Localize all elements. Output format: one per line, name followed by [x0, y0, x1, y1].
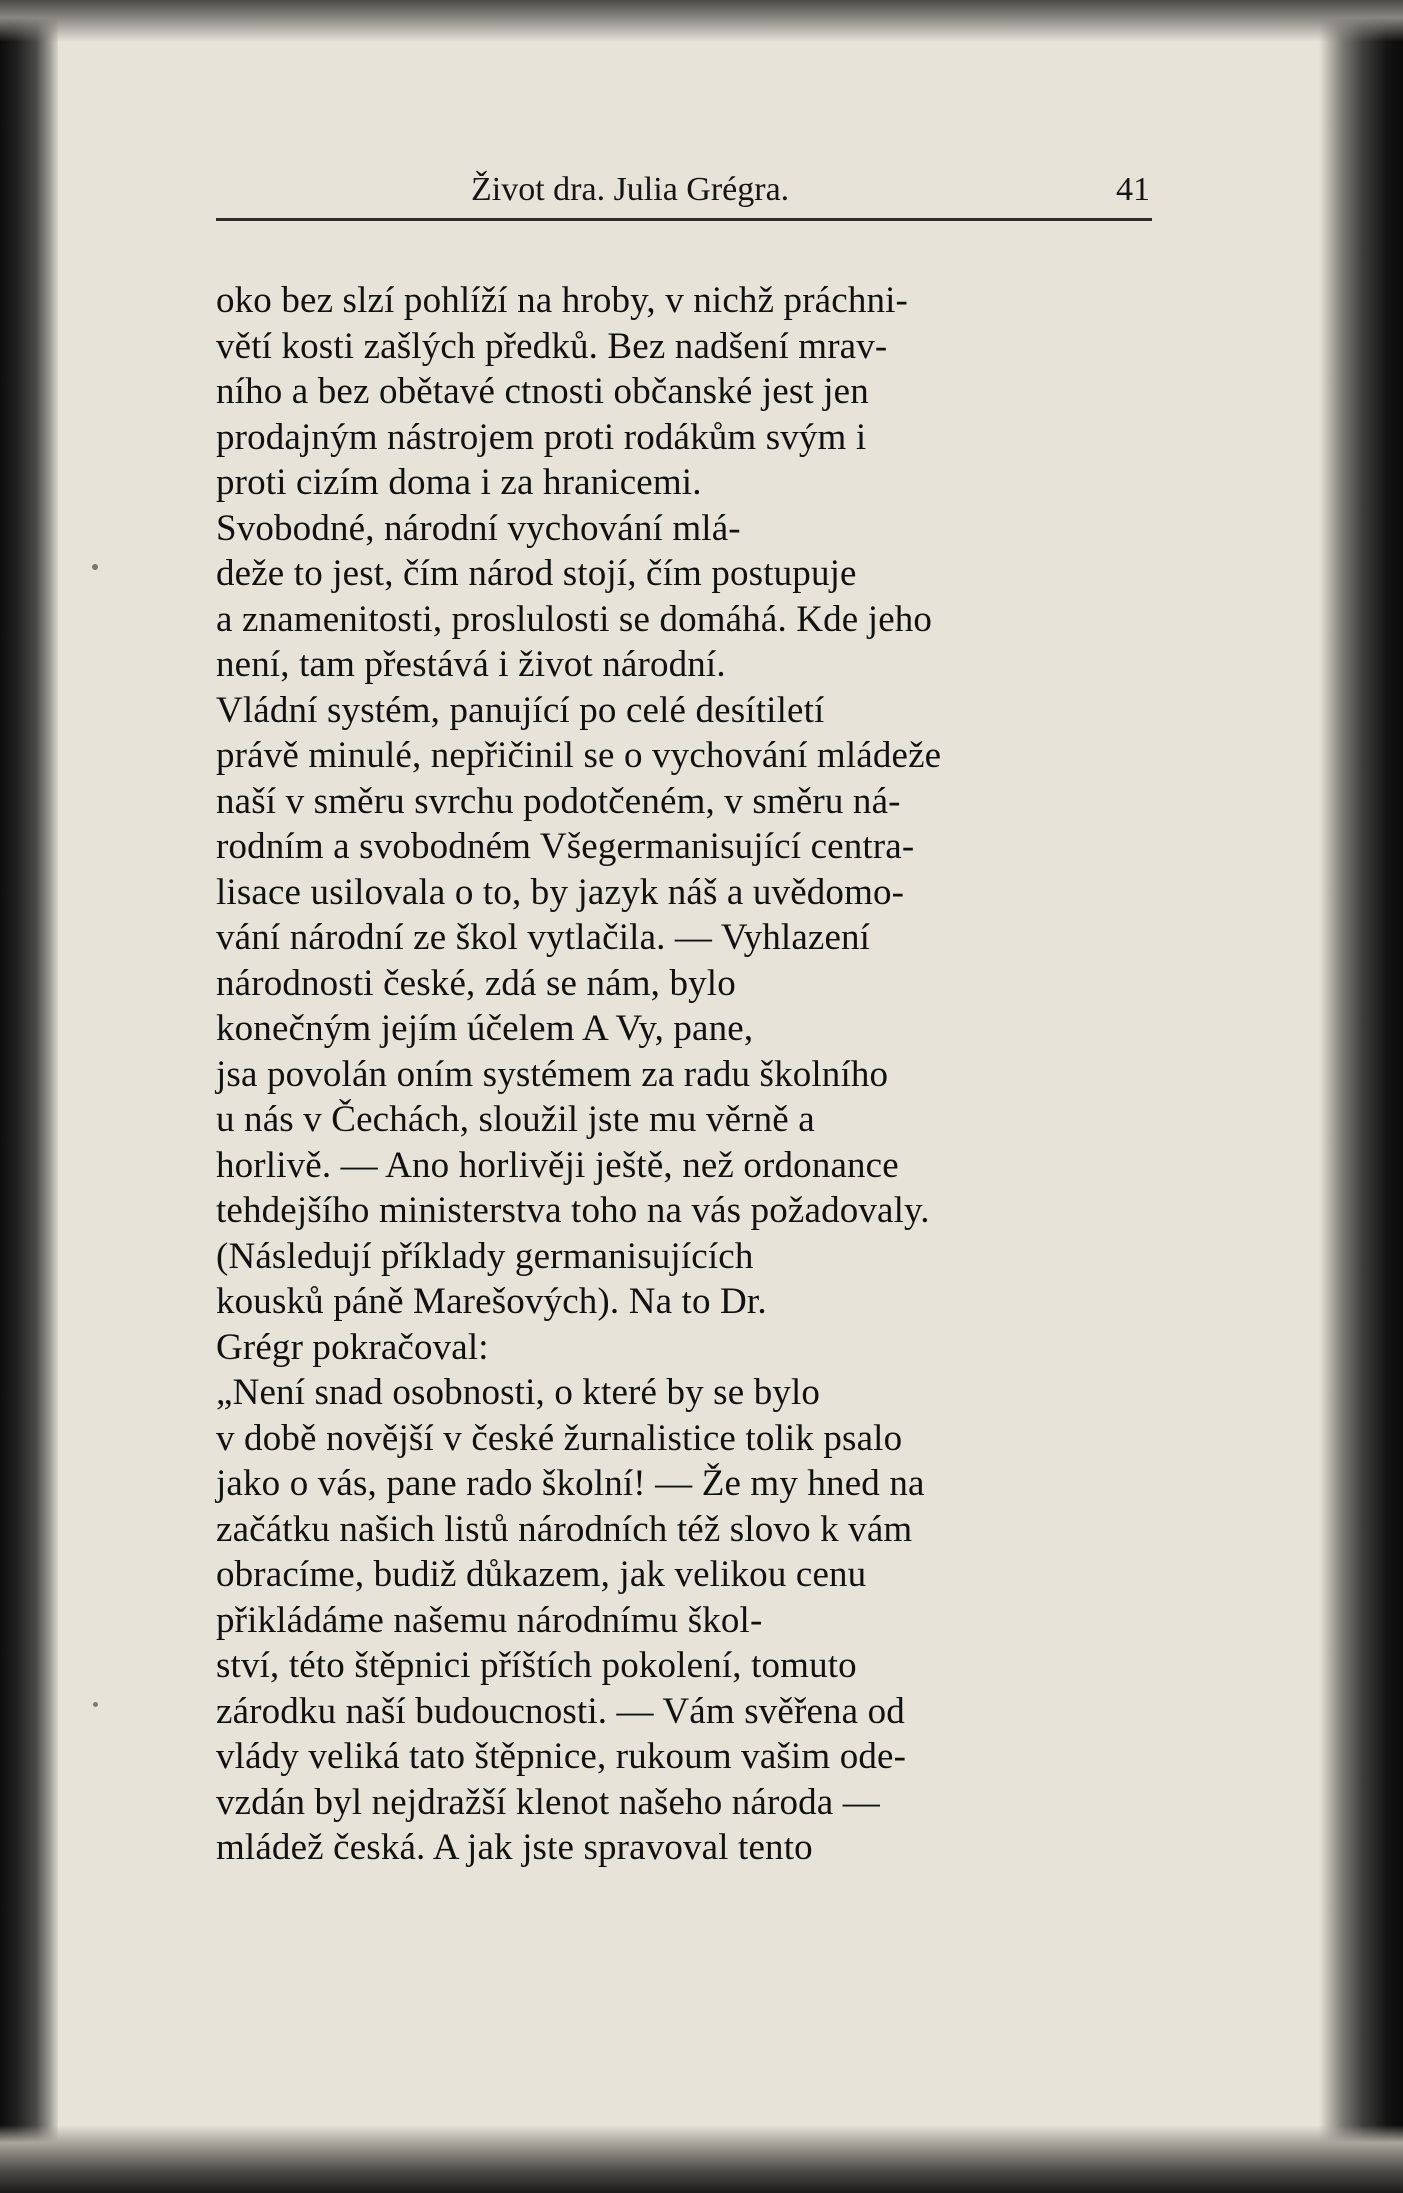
- left-scan-shadow: [0, 0, 58, 2193]
- text-line: konečným jejím účelem A Vy, pane,: [216, 1008, 754, 1049]
- text-line: rodním a svobodném Všegermanisující centra-: [216, 826, 915, 867]
- margin-speck-lower: [93, 1702, 98, 1707]
- text-line: proti cizím doma i za hranicemi.: [216, 462, 702, 503]
- text-line: není, tam přestává i život národní.: [216, 644, 726, 685]
- text-line: vzdán byl nejdražší klenot našeho národa —: [216, 1781, 880, 1823]
- running-header: [216, 160, 1152, 221]
- text-line: jako o vás, pane rado školní! — Že my hned na: [216, 1463, 925, 1504]
- text-line: ního a bez obětavé ctnosti občanské jest jen: [216, 371, 869, 412]
- text-line: tehdejšího ministerstva toho na vás požadovaly.: [216, 1190, 930, 1231]
- margin-speck: [92, 564, 98, 570]
- text-line: Svobodné, národní vychování mlá-: [216, 507, 741, 549]
- text-line: Grégr pokračoval:: [216, 1326, 489, 1368]
- text-line: Vládní systém, panující po celé desítiletí: [216, 689, 825, 731]
- text-line: kousků páně Marešových). Na to Dr.: [216, 1281, 767, 1322]
- text-line: oko bez slzí pohlíží na hroby, v nichž práchni-: [216, 280, 909, 321]
- text-line: ství, této štěpnici příštích pokolení, tomuto: [216, 1645, 857, 1686]
- right-scan-shadow: [1319, 0, 1403, 2193]
- text-line: naší v směru svrchu podotčeném, v směru ná-: [216, 780, 901, 822]
- text-line: právě minulé, nepřičinil se o vychování mládeže: [216, 735, 942, 776]
- bottom-scan-shadow: [0, 2125, 1403, 2193]
- top-scan-shadow: [0, 0, 1403, 42]
- text-line: (Následují příklady germanisujících: [216, 1235, 754, 1277]
- text-line: v době novější v české žurnalistice tolik psalo: [216, 1417, 903, 1459]
- text-line: mládež česká. A jak jste spravoval tento: [216, 1827, 813, 1868]
- text-line: přikládáme našemu národnímu škol-: [216, 1599, 763, 1641]
- text-line: zárodku naší budoucnosti. — Vám svěřena od: [216, 1690, 905, 1732]
- text-line: prodajným nástrojem proti rodákům svým i: [216, 416, 867, 458]
- text-line: „Není snad osobnosti, o které by se bylo: [216, 1372, 821, 1413]
- text-line: deže to jest, čím národ stojí, čím postupuje: [216, 553, 857, 594]
- text-line: vání národní ze škol vytlačila. — Vyhlazení: [216, 917, 871, 958]
- text-line: u nás v Čechách, sloužil jste mu věrně a: [216, 1099, 815, 1140]
- running-title: Život dra. Julia Grégra.: [471, 171, 790, 208]
- text-line: a znamenitosti, proslulosti se domáhá. Kde jeho: [216, 598, 933, 640]
- book-page-content: [216, 160, 1152, 1940]
- body-text: [216, 278, 1152, 1871]
- text-line: vlády veliká tato štěpnice, rukoum vašim ode-: [216, 1736, 907, 1777]
- text-line: lisace usilovala o to, by jazyk náš a uvědomo-: [216, 871, 905, 913]
- page-number: 41: [1116, 171, 1150, 208]
- text-line: větí kosti zašlých předků. Bez nadšení mrav-: [216, 325, 888, 367]
- text-line: začátku našich listů národních též slovo k vám: [216, 1508, 913, 1550]
- text-line: jsa povolán oním systémem za radu školního: [216, 1053, 889, 1095]
- text-line: obracíme, budiž důkazem, jak velikou cenu: [216, 1554, 867, 1595]
- text-line: horlivě. — Ano horlivěji ještě, než ordonance: [216, 1144, 899, 1186]
- text-line: národnosti české, zdá se nám, bylo: [216, 962, 736, 1004]
